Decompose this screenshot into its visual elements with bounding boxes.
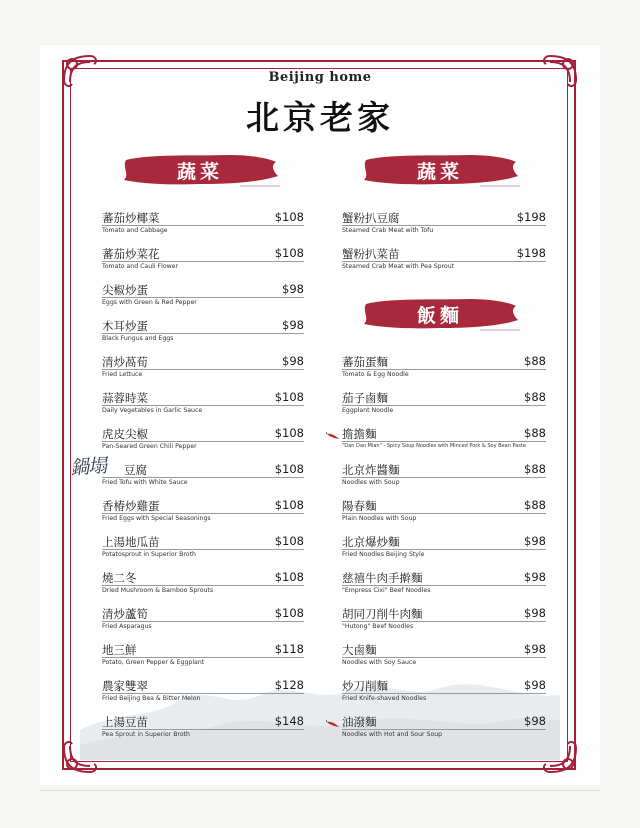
dish-name-chinese: 燒二冬 <box>102 571 137 585</box>
dish-price: $108 <box>274 210 304 224</box>
dish-name-chinese: 香椿炒雞蛋 <box>102 499 160 513</box>
dish-price: $108 <box>274 570 304 584</box>
item-divider <box>102 261 304 262</box>
item-divider <box>342 441 546 442</box>
dish-name-english: "Hutong" Beef Noodles <box>342 623 414 630</box>
item-divider <box>102 729 304 730</box>
dish-name-english: Fried Eggs with Special Seasonings <box>102 515 211 522</box>
dish-price: $98 <box>282 282 304 296</box>
menu-item <box>102 354 304 380</box>
dish-name-chinese: 清炒蘆筍 <box>102 607 148 621</box>
dish-name-chinese: 擔擔麵 <box>342 427 377 441</box>
menu-item <box>342 210 546 236</box>
dish-name-chinese: 上湯地瓜苗 <box>102 535 160 549</box>
dish-name-english: Steamed Crab Meat with Tofu <box>342 227 434 234</box>
item-divider <box>102 405 304 406</box>
dish-name-chinese: 蕃茄炒椰菜 <box>102 211 160 225</box>
item-divider <box>102 441 304 442</box>
item-divider <box>342 369 546 370</box>
restaurant-name-english: Beijing home <box>268 70 372 85</box>
chili-pepper-icon <box>326 432 340 440</box>
dish-price: $88 <box>524 390 546 404</box>
item-divider <box>102 549 304 550</box>
item-divider <box>342 729 546 730</box>
chili-pepper-icon <box>326 720 340 728</box>
dish-name-english: Noodles with Soup <box>342 479 400 486</box>
dish-name-english: Eggplant Noodle <box>342 407 394 414</box>
menu-item <box>342 606 546 632</box>
menu-item <box>342 570 546 596</box>
dish-name-english: Plain Noodles with Soup <box>342 515 417 522</box>
dish-name-chinese: 油潑麵 <box>342 715 377 729</box>
dish-price: $98 <box>282 354 304 368</box>
dish-price: $108 <box>274 462 304 476</box>
dish-price: $148 <box>274 714 304 728</box>
menu-item <box>102 642 304 668</box>
menu-item <box>102 534 304 560</box>
dish-price: $98 <box>524 534 546 548</box>
dish-name-chinese: 蟹粉扒豆腐 <box>342 211 400 225</box>
dish-name-english: Pan-Seared Green Chili Pepper <box>102 443 197 450</box>
menu-item <box>342 390 546 416</box>
dish-price: $108 <box>274 390 304 404</box>
dish-name-english: Eggs with Green & Red Pepper <box>102 299 197 306</box>
item-divider <box>342 585 546 586</box>
dish-name-english: Fried Noodles Beijing Style <box>342 551 425 558</box>
dish-name-chinese: 北京炸醬麵 <box>342 463 400 477</box>
menu-item <box>342 714 546 740</box>
menu-item <box>342 246 546 272</box>
menu-item <box>102 714 304 740</box>
section-title: 飯麵 <box>416 305 463 327</box>
dish-name-english: "Dan Dan Mian" - Spicy Soup Noodles with Minced Pork & Soy Bean Paste <box>342 443 526 449</box>
item-divider <box>342 657 546 658</box>
dish-price: $108 <box>274 498 304 512</box>
dish-price: $88 <box>524 498 546 512</box>
dish-name-chinese: 清炒萵荀 <box>102 355 148 369</box>
dish-name-english: Fried Lettuce <box>102 371 143 378</box>
dish-name-english: Tomato and Cabbage <box>102 227 168 234</box>
dish-name-chinese: 慈禧牛肉手擀麵 <box>342 571 423 585</box>
dish-price: $108 <box>274 246 304 260</box>
dish-name-english: Noodles with Hot and Sour Soup <box>342 731 443 738</box>
dish-price: $88 <box>524 354 546 368</box>
dish-name-chinese: 豆腐 <box>124 463 147 477</box>
dish-price: $198 <box>516 210 546 224</box>
dish-price: $88 <box>524 426 546 440</box>
menu-item <box>342 498 546 524</box>
dish-name-chinese: 陽春麵 <box>342 499 377 513</box>
menu-item <box>102 246 304 272</box>
dish-name-chinese: 茄子鹵麵 <box>342 391 388 405</box>
dish-price: $98 <box>282 318 304 332</box>
dish-name-english: Potato, Green Pepper & Eggplant <box>102 659 205 666</box>
dish-name-chinese: 炒刀削麵 <box>342 679 388 693</box>
menu-item <box>102 462 304 488</box>
menu-item <box>342 426 546 452</box>
dish-price: $108 <box>274 426 304 440</box>
dish-name-english: Tomato and Cauli Flower <box>102 263 179 270</box>
dish-price: $108 <box>274 606 304 620</box>
menu-item <box>342 462 546 488</box>
dish-price: $98 <box>524 570 546 584</box>
dish-name-chinese: 上湯豆苗 <box>102 715 148 729</box>
menu-item <box>102 606 304 632</box>
item-divider <box>102 477 304 478</box>
menu-item <box>102 210 304 236</box>
dish-price: $98 <box>524 678 546 692</box>
menu-item <box>102 318 304 344</box>
dish-name-chinese: 大鹵麵 <box>342 643 377 657</box>
item-divider <box>102 297 304 298</box>
section-title: 蔬菜 <box>176 161 223 183</box>
handwritten-note: 鍋塌 <box>69 454 107 480</box>
restaurant-name-chinese: 北京老家 <box>246 98 394 137</box>
dish-name-english: Potatosprout in Superior Broth <box>102 551 196 558</box>
menu-item <box>102 426 304 452</box>
item-divider <box>102 333 304 334</box>
item-divider <box>102 369 304 370</box>
item-divider <box>342 225 546 226</box>
item-divider <box>102 657 304 658</box>
dish-price: $98 <box>524 714 546 728</box>
dish-name-english: Daily Vegetables in Garlic Sauce <box>102 407 203 414</box>
dish-name-english: Tomato & Egg Noodle <box>342 371 409 378</box>
item-divider <box>102 693 304 694</box>
menu-item <box>102 678 304 704</box>
dish-name-chinese: 胡同刀削牛肉麵 <box>342 607 423 621</box>
dish-name-english: Fried Knife-shaved Noodles <box>342 695 427 702</box>
menu-item <box>342 534 546 560</box>
page-edge-line <box>40 790 600 791</box>
item-divider <box>342 513 546 514</box>
item-divider <box>102 513 304 514</box>
item-divider <box>342 621 546 622</box>
section-banner-noodles <box>360 294 520 334</box>
section-banner-vegetables-left <box>120 150 280 190</box>
dish-price: $98 <box>524 642 546 656</box>
dish-name-chinese: 蕃茄蛋麵 <box>342 355 388 369</box>
menu-item <box>102 282 304 308</box>
item-divider <box>342 477 546 478</box>
dish-price: $128 <box>274 678 304 692</box>
item-divider <box>342 693 546 694</box>
menu-item <box>342 678 546 704</box>
dish-name-chinese: 蟹粉扒菜苗 <box>342 247 400 261</box>
dish-name-english: Steamed Crab Meat with Pea Sprout <box>342 263 455 270</box>
dish-name-english: Noodles with Soy Sauce <box>342 659 417 666</box>
dish-name-english: Fried Beijing Bea & Bitter Melon <box>102 695 201 702</box>
dish-name-chinese: 蕃茄炒菜花 <box>102 247 160 261</box>
dish-name-chinese: 北京爆炒麵 <box>342 535 400 549</box>
dish-name-chinese: 虎皮尖椒 <box>102 427 148 441</box>
dish-name-english: Black Fungus and Eggs <box>102 335 174 342</box>
dish-price: $198 <box>516 246 546 260</box>
item-divider <box>102 621 304 622</box>
dish-price: $108 <box>274 534 304 548</box>
menu-item <box>342 354 546 380</box>
dish-name-chinese: 農家雙翠 <box>102 679 148 693</box>
menu-item <box>102 570 304 596</box>
menu-item <box>342 642 546 668</box>
dish-name-english: Pea Sprout in Superior Broth <box>102 731 190 738</box>
dish-name-english: Dried Mushroom & Bamboo Sprouts <box>102 587 214 594</box>
dish-name-english: "Empress Cixi" Beef Noodles <box>342 587 431 594</box>
section-banner-vegetables-right <box>360 150 520 190</box>
section-title: 蔬菜 <box>416 161 463 183</box>
dish-name-chinese: 木耳炒蛋 <box>102 319 148 333</box>
menu-item <box>102 390 304 416</box>
dish-price: $98 <box>524 606 546 620</box>
dish-name-english: Fried Tofu with White Sauce <box>102 479 188 486</box>
item-divider <box>102 585 304 586</box>
menu-item <box>102 498 304 524</box>
dish-name-chinese: 尖椒炒蛋 <box>102 283 148 297</box>
dish-name-chinese: 蒜蓉時菜 <box>102 391 148 405</box>
dish-name-chinese: 地三鮮 <box>102 643 137 657</box>
item-divider <box>342 261 546 262</box>
item-divider <box>342 405 546 406</box>
item-divider <box>342 549 546 550</box>
dish-price: $118 <box>274 642 304 656</box>
dish-name-english: Fried Asparagus <box>102 623 152 630</box>
item-divider <box>102 225 304 226</box>
dish-price: $88 <box>524 462 546 476</box>
